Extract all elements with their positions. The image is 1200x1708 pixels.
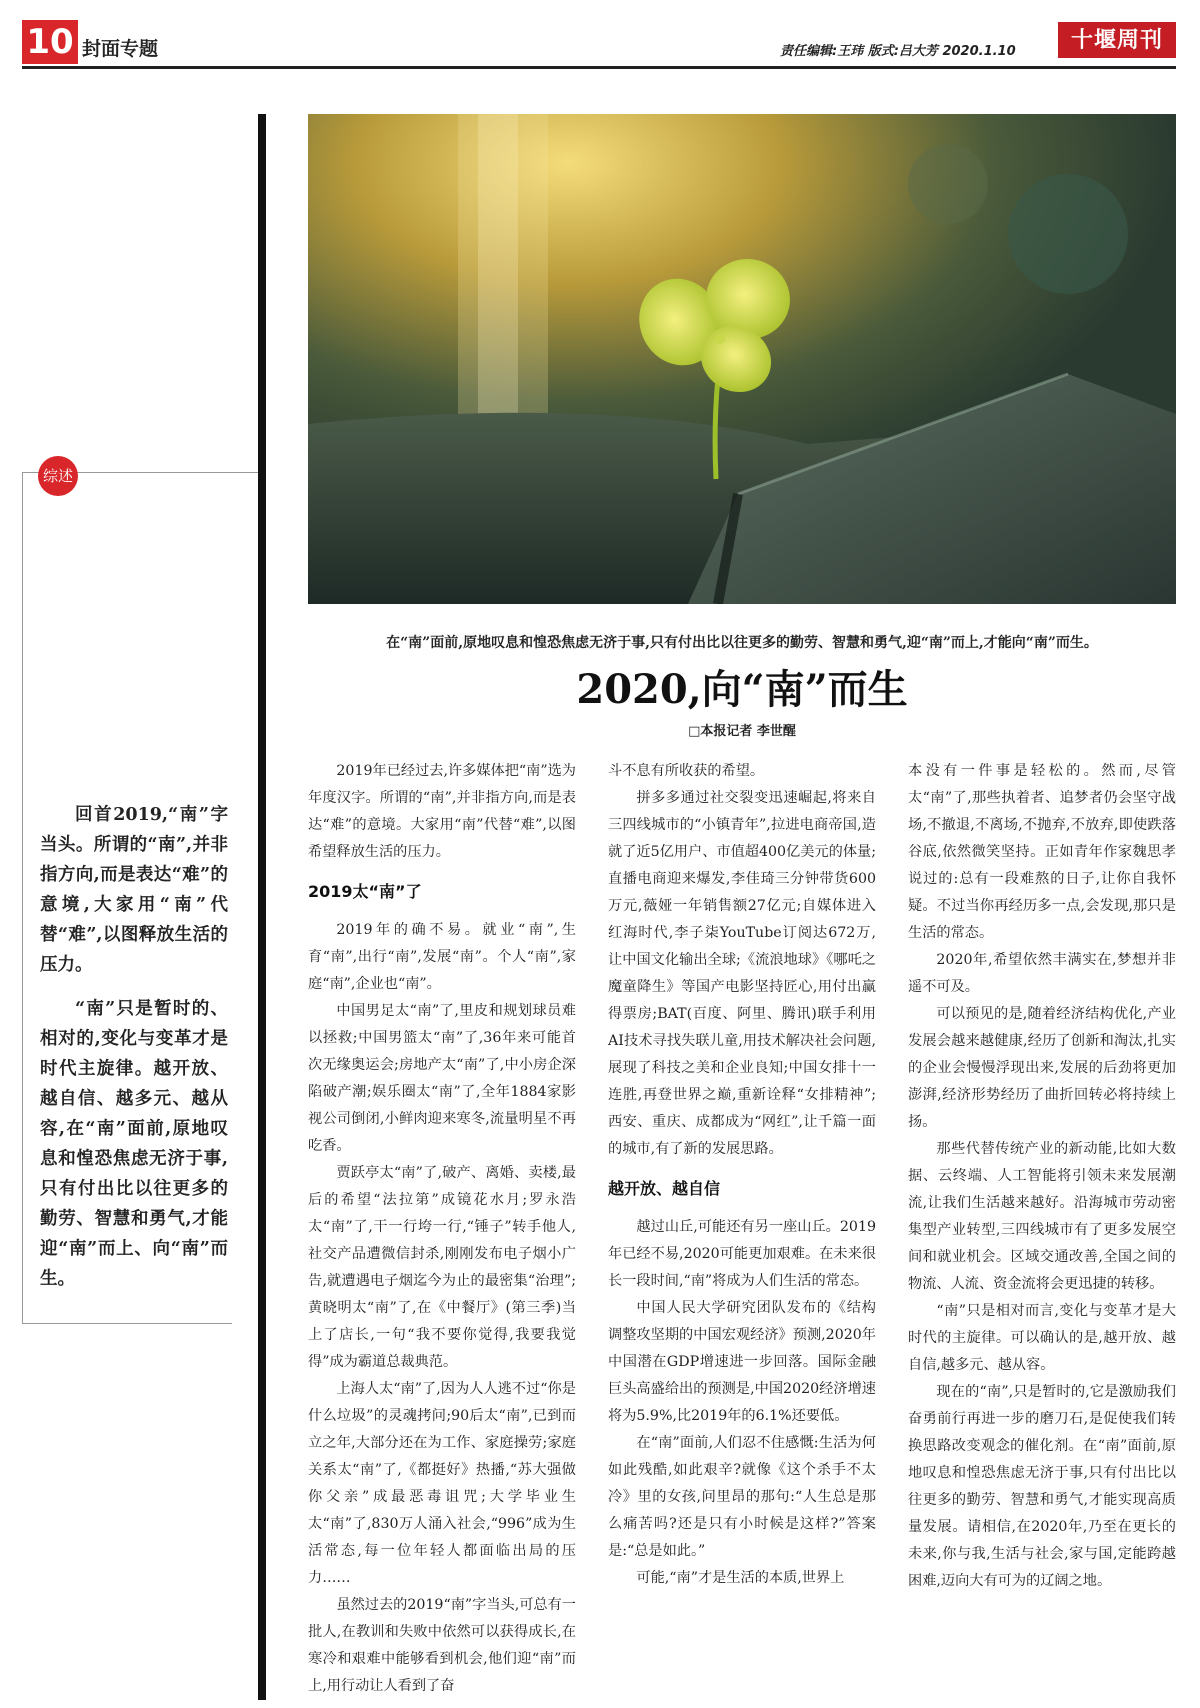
editor-credit: 责任编辑:王玮 版式:吕大芳 2020.1.10	[780, 44, 1016, 59]
paragraph: 在“南”面前,人们忍不住感慨:生活为何如此残酷,如此艰辛?就像《这个杀手不太冷》里的女孩,问里昂的那句:“人生总是那么痛苦吗?还是只有小时候是这样?”答案是:“总是如此。”	[608, 1435, 876, 1559]
article-title: 2020,向“南”而生	[576, 666, 908, 713]
paragraph: 中国男足太“南”了,里皮和规划球员难以拯救;中国男篮太“南”了,36年来可能首次无缘奥运会;房地产太“南”了,中小房企深陷破产潮;娱乐圈太“南”了,全年1884家影视公司倒闭,小鲜肉迎来寒冬,流量明星不再吃香。	[308, 1003, 576, 1154]
article-column-3	[908, 758, 1176, 1595]
article-column-1	[308, 758, 576, 1700]
section-heading: 2019太“南”了	[308, 882, 422, 901]
sidebar-left-rule	[22, 472, 23, 1324]
photo-illustration	[308, 114, 1176, 604]
paragraph: “南”只是相对而言,变化与变革才是大时代的主旋律。可以确认的是,越开放、越自信,越多元、越从容。	[908, 1303, 1176, 1373]
paragraph: 本没有一件事是轻松的。然而,尽管太“南”了,那些执着者、追梦者仍会坚守战场,不撤退,不离场,不抛弃,不放弃,即使跌落谷底,依然微笑坚持。正如青年作家魏思孝说过的:总有一段难熬的日子,让你自我怀疑。不过当你再经历多一点,会发现,那只是生活的常态。	[908, 763, 1176, 941]
clover-sprout-photo	[308, 114, 1176, 604]
newspaper-logo: 十堰周刊	[1058, 22, 1176, 58]
paragraph: 虽然过去的2019“南”字当头,可总有一批人,在教训和失败中依然可以获得成长,在寒冷和艰难中能够看到机会,他们迎“南”而上,用行动让人看到了奋	[308, 1597, 576, 1694]
article-byline: □本报记者 李世醒	[688, 724, 796, 739]
paragraph: 现在的“南”,只是暂时的,它是激励我们奋勇前行再进一步的磨刀石,是促使我们转换思路改变观念的催化剂。在“南”面前,原地叹息和惶恐焦虑无济于事,只有付出比以往更多的勤劳、智慧和勇气,才能实现高质量发展。请相信,在2020年,乃至在更长的未来,你与我,生活与社会,家与国,定能跨越困难,迈向大有可为的辽阔之地。	[908, 1384, 1176, 1589]
vertical-divider	[258, 114, 266, 1700]
paragraph: 那些代替传统产业的新动能,比如大数据、云终端、人工智能将引领未来发展潮流,让我们生活越来越好。沿海城市劳动密集型产业转型,三四线城市有了更多发展空间和就业机会。区域交通改善,全国之间的物流、人流、资金流将会更迅捷的转移。	[908, 1141, 1176, 1292]
paragraph: 越过山丘,可能还有另一座山丘。2019年已经不易,2020可能更加艰难。在未来很长一段时间,“南”将成为人们生活的常态。	[608, 1219, 876, 1289]
sidebar-paragraph: “南”只是暂时的、相对的,变化与变革才是时代主旋律。越开放、越自信、越多元、越从容,在“南”面前,原地叹息和惶恐焦虑无济于事,只有付出比以往更多的勤劳、智慧和勇气,才能迎“南”而上、向“南”而生。	[40, 999, 228, 1289]
section-heading: 越开放、越自信	[608, 1179, 721, 1198]
paragraph: 中国人民大学研究团队发布的《结构调整攻坚期的中国宏观经济》预测,2020年中国潜在GDP增速进一步回落。国际金融巨头高盛给出的预测是,中国2020经济增速将为5.9%,比2019年的6.1%还要低。	[608, 1300, 876, 1424]
paragraph: 斗不息有所收获的希望。	[608, 763, 765, 779]
sidebar-summary	[40, 800, 228, 1308]
sidebar-bottom-rule	[22, 1323, 232, 1324]
paragraph: 贾跃亭太“南”了,破产、离婚、卖楼,最后的希望“法拉第”成镜花水月;罗永浩太“南”了,干一行垮一行,“锤子”转手他人,社交产品遭微信封杀,刚刚发布电子烟小广告,就遭遇电子烟迄今为止的最密集“治理”;黄晓明太“南”了,在《中餐厅》(第三季)当上了店长,一句“我不要你觉得,我要我觉得”成为霸道总裁典范。	[308, 1165, 576, 1370]
paragraph: 2020年,希望依然丰满实在,梦想并非遥不可及。	[908, 952, 1176, 995]
section-title: 封面专题	[82, 38, 159, 60]
paragraph: 可能,“南”才是生活的本质,世界上	[636, 1570, 845, 1586]
page-number: 10	[22, 20, 78, 64]
header-rule	[22, 66, 1176, 69]
article-subhead: 在“南”面前,原地叹息和惶恐焦虑无济于事,只有付出比以往更多的勤劳、智慧和勇气,迎“南”而上,才能向“南”而生。	[386, 635, 1098, 651]
article-column-2	[608, 758, 876, 1592]
paragraph: 2019年已经过去,许多媒体把“南”选为年度汉字。所谓的“南”,并非指方向,而是表达“难”的意境。大家用“南”代替“难”,以图希望释放生活的压力。	[308, 763, 576, 860]
paragraph: 2019年的确不易。就业“南”,生育“南”,出行“南”,发展“南”。个人“南”,家庭“南”,企业也“南”。	[308, 922, 576, 992]
paragraph: 拼多多通过社交裂变迅速崛起,将来自三四线城市的“小镇青年”,拉进电商帝国,造就了近5亿用户、市值超400亿美元的体量;直播电商迎来爆发,李佳琦三分钟带货600万元,薇娅一年销售额27亿元;自媒体进入红海时代,李子柒YouTube订阅达672万,让中国文化输出全球;《流浪地球》《哪吒之魔童降生》等国产电影坚持匠心,用付出赢得票房;BAT(百度、阿里、腾讯)联手利用AI技术寻找失联儿童,用技术解决社会问题,展现了科技之美和企业良知;中国女排十一连胜,再登世界之巅,重新诠释“女排精神”;西安、重庆、成都成为“网红”,让千篇一面的城市,有了新的发展思路。	[608, 790, 876, 1157]
paragraph: 可以预见的是,随着经济结构优化,产业发展会越来越健康,经历了创新和淘汰,扎实的企业会慢慢浮现出来,发展的后劲将更加澎湃,经济形势经历了曲折回转必将持续上扬。	[908, 1006, 1176, 1130]
paragraph: 上海人太“南”了,因为人人逃不过“你是什么垃圾”的灵魂拷问;90后太“南”,已到而立之年,大部分还在为工作、家庭操劳;家庭关系太“南”了,《都挺好》热播,“苏大强做你父亲”成最恶毒诅咒;大学毕业生太“南”了,830万人涌入社会,“996”成为生活常态,每一位年轻人都面临出局的压力……	[308, 1381, 576, 1586]
summary-badge: 综述	[38, 456, 78, 496]
sidebar-paragraph: 回首2019,“南”字当头。所谓的“南”,并非指方向,而是表达“难”的意境,大家用“南”代替“难”,以图释放生活的压力。	[40, 805, 228, 975]
